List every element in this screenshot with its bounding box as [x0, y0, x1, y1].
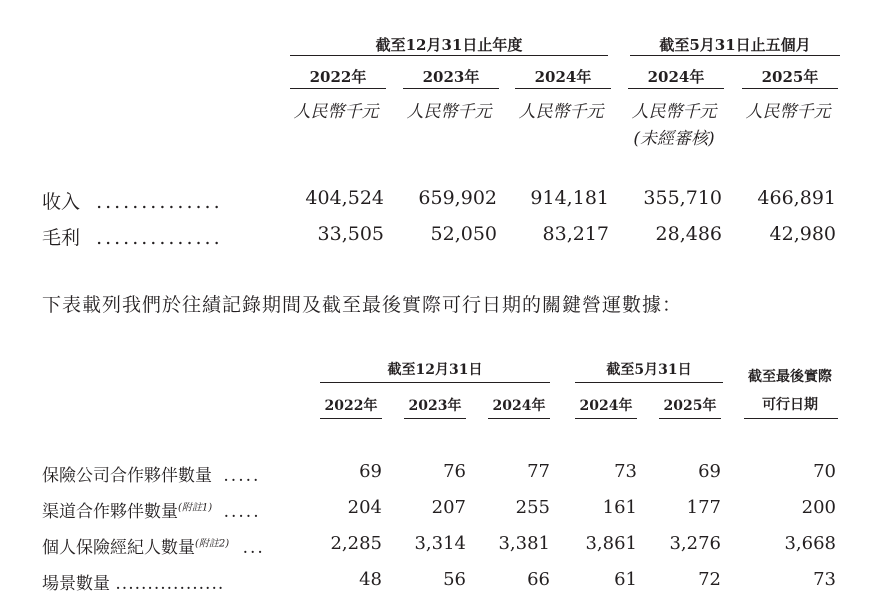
table-cell: 355,710 [643, 187, 722, 209]
intro-paragraph: 下表載列我們於往績記錄期間及截至最後實際可行日期的關鍵營運數據： [42, 294, 683, 316]
table-cell: 161 [602, 497, 637, 518]
table-cell: 914,181 [530, 187, 609, 209]
table-cell: 255 [515, 497, 550, 518]
footnote-ref: (附註2) [195, 538, 230, 550]
year-header: 2024年 [492, 398, 546, 414]
year-rule [403, 88, 499, 89]
table-cell: 69 [698, 461, 721, 482]
table-cell: 659,902 [418, 187, 497, 209]
year-rule [744, 418, 838, 419]
table-cell: 48 [359, 569, 382, 590]
row-label-text: 場景數量 [42, 574, 110, 594]
row-label-gross-profit [42, 223, 223, 250]
year-header: 2025年 [663, 398, 717, 414]
table-cell: 3,276 [669, 533, 721, 554]
dot-leader: ................. [115, 574, 225, 594]
year-rule [290, 88, 386, 89]
row-label-text: 保險公司合作夥伴數量 [42, 466, 212, 486]
row-label-text: 毛利 [42, 227, 81, 249]
table-cell: 466,891 [757, 187, 836, 209]
year-rule [404, 418, 466, 419]
row-label-text: 收入 [42, 191, 81, 213]
table-cell: 72 [698, 569, 721, 590]
table-cell: 200 [801, 497, 836, 518]
year-rule [628, 88, 724, 89]
dot-leader: ..... [223, 466, 261, 486]
year-rule [659, 418, 721, 419]
year-header: 2024年 [579, 398, 633, 414]
unaudited-note: (未經審核) [633, 129, 715, 149]
year-header: 2023年 [408, 398, 462, 414]
table-cell: 52,050 [430, 223, 497, 245]
header-latest-line2: 可行日期 [762, 397, 818, 413]
unit-header: 人民幣千元 [745, 102, 831, 122]
year-rule [488, 418, 550, 419]
row-label-revenue [42, 187, 223, 214]
table-cell: 56 [443, 569, 466, 590]
year-header: 2024年 [534, 68, 592, 86]
year-header: 2023年 [422, 68, 480, 86]
dot-leader: ..... [223, 502, 261, 522]
table-cell: 3,314 [414, 533, 466, 554]
table-cell: 28,486 [655, 223, 722, 245]
dot-leader: .............. [96, 227, 223, 249]
table-cell: 42,980 [769, 223, 836, 245]
year-rule [742, 88, 838, 89]
table-cell: 76 [443, 461, 466, 482]
year-header: 2022年 [324, 398, 378, 414]
table-cell: 3,668 [784, 533, 836, 554]
unit-header: 人民幣千元 [518, 102, 604, 122]
header-rule [630, 55, 840, 56]
year-rule [515, 88, 611, 89]
table-cell: 73 [614, 461, 637, 482]
header-latest-line1: 截至最後實際 [748, 369, 832, 385]
table-cell: 66 [527, 569, 550, 590]
table-cell: 70 [813, 461, 836, 482]
unit-header: 人民幣千元 [293, 102, 379, 122]
year-rule [320, 418, 382, 419]
table-cell: 83,217 [542, 223, 609, 245]
row-label-channel-partners [42, 497, 261, 522]
header-rule [290, 55, 608, 56]
row-label-scenarios [42, 569, 224, 594]
footnote-ref: (附註1) [178, 502, 213, 514]
row-label-insurer-partners [42, 461, 260, 486]
unit-header: 人民幣千元 [406, 102, 492, 122]
dot-leader: ... [242, 538, 265, 558]
row-label-text: 個人保險經紀人數量 [42, 538, 195, 558]
table-cell: 77 [527, 461, 550, 482]
year-header: 2025年 [761, 68, 819, 86]
group-header-may31: 截至5月31日 [606, 362, 692, 378]
row-label-individual-brokers [42, 533, 265, 558]
table-cell: 204 [347, 497, 382, 518]
group-header-year-ended: 截至12月31日止年度 [375, 36, 523, 54]
table-cell: 3,861 [585, 533, 637, 554]
group-header-five-months: 截至5月31日止五個月 [659, 36, 811, 54]
table-cell: 61 [614, 569, 637, 590]
table-cell: 404,524 [305, 187, 384, 209]
table-cell: 69 [359, 461, 382, 482]
dot-leader: .............. [96, 191, 223, 213]
table-cell: 33,505 [317, 223, 384, 245]
unit-header: 人民幣千元 [631, 102, 717, 122]
table-cell: 177 [686, 497, 721, 518]
year-header: 2022年 [309, 68, 367, 86]
table-cell: 3,381 [498, 533, 550, 554]
year-rule [575, 418, 637, 419]
year-header: 2024年 [647, 68, 705, 86]
header-rule [575, 382, 723, 383]
table-cell: 207 [431, 497, 466, 518]
group-header-dec31: 截至12月31日 [387, 362, 483, 378]
header-rule [320, 382, 550, 383]
table-cell: 2,285 [330, 533, 382, 554]
table-cell: 73 [813, 569, 836, 590]
row-label-text: 渠道合作夥伴數量 [42, 502, 178, 522]
